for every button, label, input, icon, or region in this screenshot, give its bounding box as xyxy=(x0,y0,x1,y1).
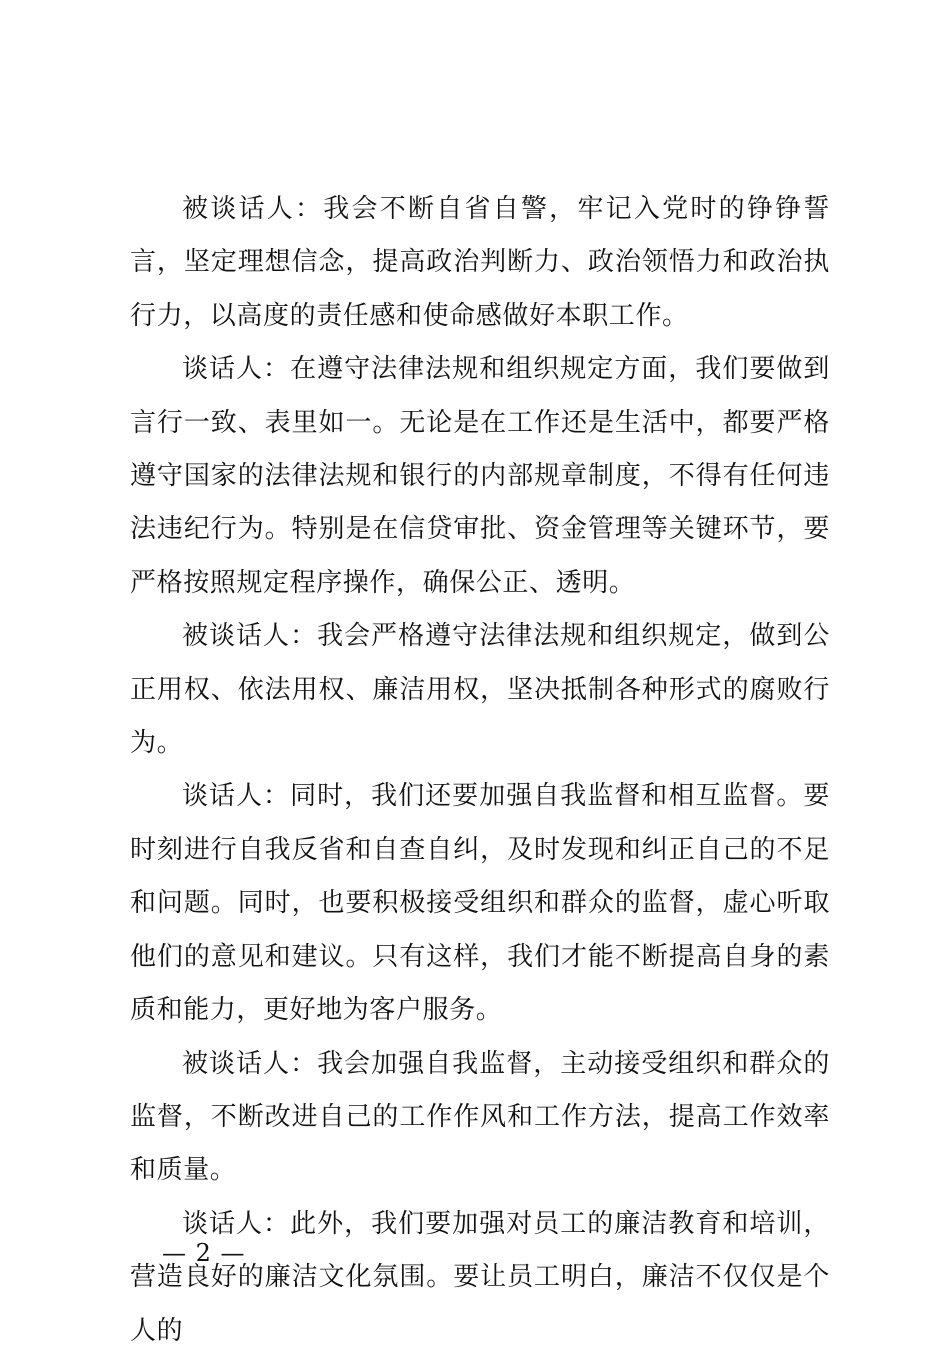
page-number: — 2 — xyxy=(162,1239,246,1267)
paragraph: 谈话人：在遵守法律法规和组织规定方面，我们要做到言行一致、表里如一。无论是在工作还是生活中，都要严格遵守国家的法律法规和银行的内部规章制度，不得有任何违法违纪行为。特别是在信贷审批、资金管理等关键环节，要严格按照规定程序操作，确保公正、透明。 xyxy=(130,354,830,598)
paragraph: 谈话人：同时，我们还要加强自我监督和相互监督。要时刻进行自我反省和自查自纠，及时发现和纠正自己的不足和问题。同时，也要积极接受组织和群众的监督，虚心听取他们的意见和建议。只有这样，我们才能不断提高自身的素质和能力，更好地为客户服务。 xyxy=(130,781,830,1026)
document-body xyxy=(130,183,830,1358)
paragraph: 被谈话人：我会严格遵守法律法规和组织规定，做到公正用权、依法用权、廉洁用权，坚决抵制各种形式的腐败行为。 xyxy=(130,621,830,759)
paragraph: 被谈话人：我会不断自省自警，牢记入党时的铮铮誓言，坚定理想信念，提高政治判断力、政治领悟力和政治执行力，以高度的责任感和使命感做好本职工作。 xyxy=(130,194,830,331)
paragraph: 谈话人：此外，我们要加强对员工的廉洁教育和培训，营造良好的廉洁文化氛围。要让员工明白，廉洁不仅仅是个人的 xyxy=(130,1208,830,1346)
paragraph: 被谈话人：我会加强自我监督，主动接受组织和群众的监督，不断改进自己的工作作风和工作方法，提高工作效率和质量。 xyxy=(130,1048,830,1186)
